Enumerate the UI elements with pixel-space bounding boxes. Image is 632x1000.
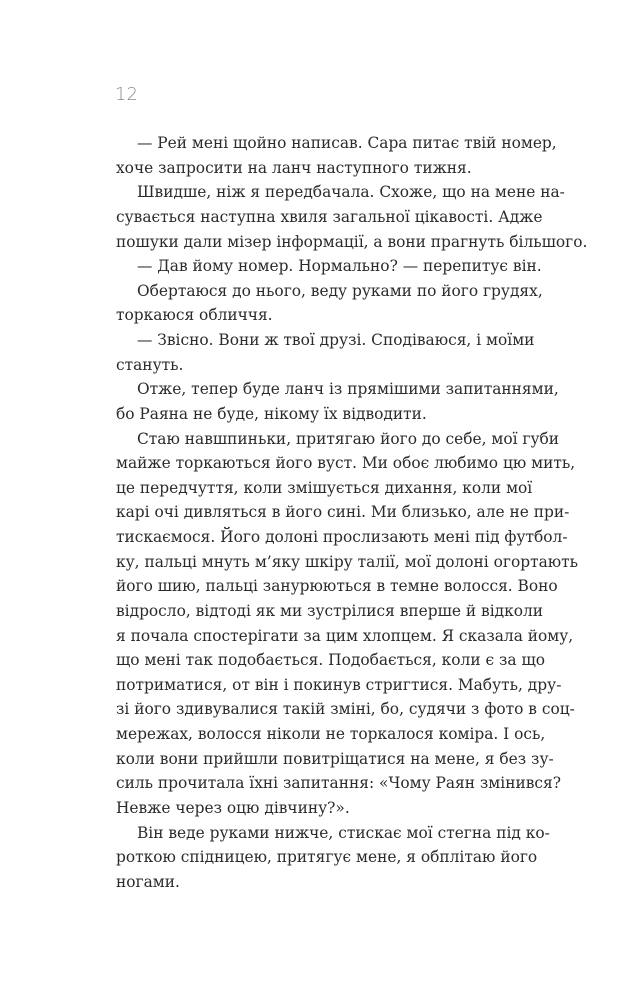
text-line: ку, пальці мнуть м’яку шкіру талії, мої долоні огортають	[116, 552, 579, 571]
paragraph	[116, 328, 535, 377]
text-line: карі очі дивляться в його сині. Ми близько, але не при-	[116, 503, 570, 522]
text-line: роткою спідницею, притягує мене, я обплітаю його	[116, 848, 538, 867]
text-line: це передчуття, коли змішується дихання, коли мої	[116, 478, 533, 497]
body-text	[116, 131, 588, 894]
paragraph	[116, 180, 588, 254]
text-line: майже торкаються його вуст. Ми обоє любимо цю мить,	[116, 454, 576, 473]
text-line: Стаю навшпиньки, притягаю його до себе, мої губи	[137, 429, 560, 448]
paragraph	[116, 427, 579, 821]
text-line: — Дав йому номер. Нормально? — перепитує він.	[137, 257, 542, 276]
page-number: 12	[115, 84, 138, 105]
text-line: зі його здивувалися такій зміні, бо, судячи з фото в соц-	[116, 700, 575, 719]
text-line: що мені так подобається. Подобається, коли є за що	[116, 651, 546, 670]
text-line: ногами.	[116, 872, 180, 891]
text-line: відросло, відтоді як ми зустрілися вперше й відколи	[116, 601, 544, 620]
text-line: торкаюся обличчя.	[116, 306, 273, 325]
text-line: Отже, тепер буде ланч із прямішими запитаннями,	[137, 380, 559, 399]
text-line: я почала спостерігати за цим хлопцем. Я сказала йому,	[116, 626, 574, 645]
text-line: пошуки дали мізер інформації, а вони прагнуть більшого.	[116, 232, 588, 251]
text-line: коли вони прийшли повитріщатися на мене, я без зу-	[116, 749, 554, 768]
text-line: потриматися, от він і покинув стригтися. Мабуть, дру-	[116, 675, 562, 694]
text-line: хоче запросити на ланч наступного тижня.	[116, 158, 472, 177]
paragraph	[116, 377, 559, 426]
text-line: мережах, волосся ніколи не торкалося коміра. І ось,	[116, 725, 546, 743]
text-line: стануть.	[116, 355, 184, 374]
paragraph	[116, 131, 557, 180]
text-line: Швидше, ніж я передбачала. Схоже, що на мене на-	[137, 183, 565, 202]
paragraph	[116, 279, 543, 328]
text-line: — Рей мені щойно написав. Сара питає твій номер,	[137, 134, 557, 152]
text-line: його шию, пальці занурюються в темне волосся. Воно	[116, 577, 558, 596]
text-line: силь прочитала їхні запитання: «Чому Раян змінився?	[116, 774, 561, 793]
text-line: Невже через оцю дівчину?».	[116, 798, 350, 817]
text-line: — Звісно. Вони ж твої друзі. Сподіваюся, і моїми	[137, 331, 535, 349]
text-line: Він веде руками нижче, стискає мої стегна під ко-	[137, 823, 550, 842]
text-line: сувається наступна хвиля загальної цікавості. Адже	[116, 207, 543, 226]
paragraph	[116, 254, 542, 279]
text-line: Обертаюся до нього, веду руками по його грудях,	[137, 281, 543, 300]
text-line: тискаємося. Його долоні прослизають мені під футбол-	[116, 528, 568, 546]
text-line: бо Раяна не буде, нікому їх відводити.	[116, 404, 427, 423]
paragraph	[116, 821, 550, 895]
